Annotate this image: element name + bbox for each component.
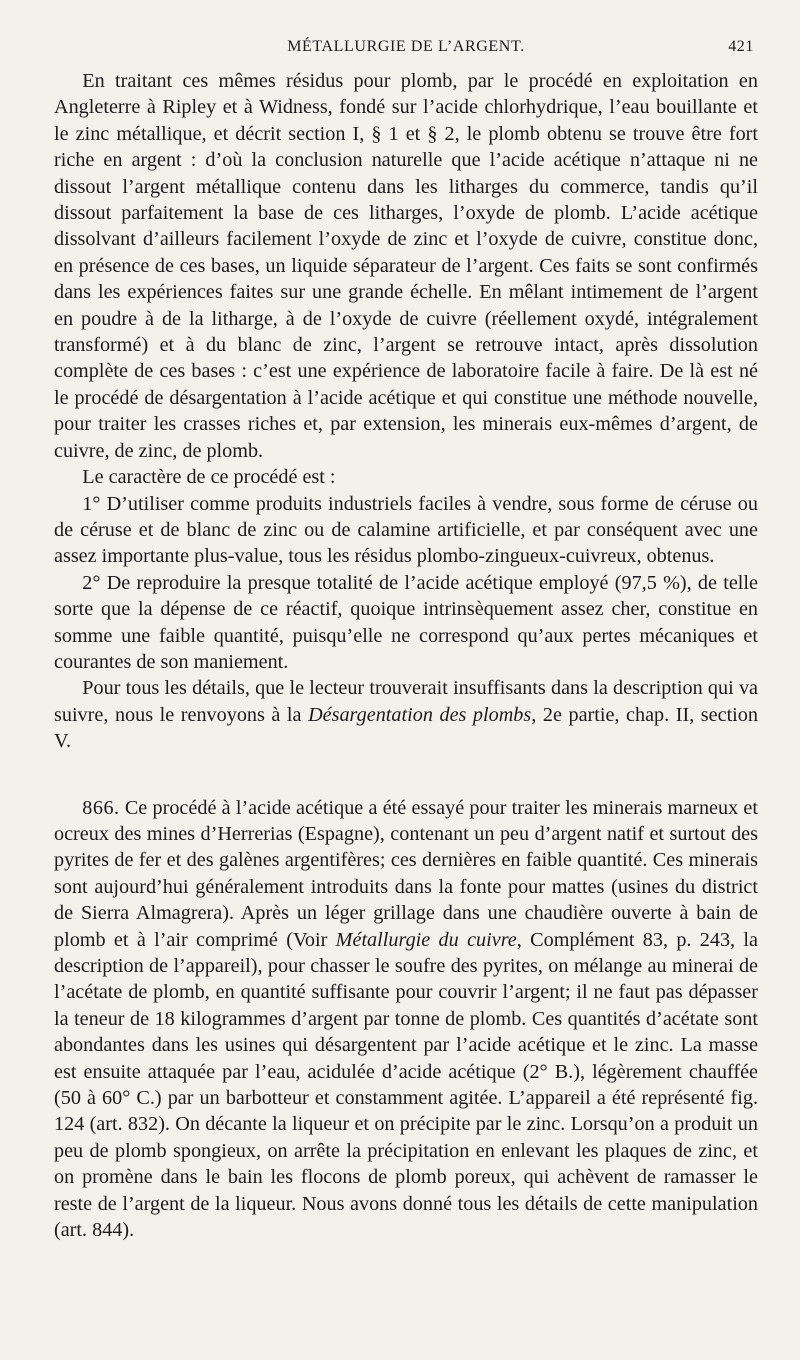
page-number: 421 bbox=[728, 38, 754, 55]
paragraph-point-2: 2° De reproduire la presque totalité de l’acide acétique employé (97,5 %), de telle sorte que la dépense de ce réactif, quoique intrinsèquement assez cher, constitue en somme une faible quantité, puisqu’elle ne correspond qu’aux pertes mécaniques et courantes de son maniement. bbox=[54, 571, 758, 673]
paragraph-process-character: Le caractère de ce procédé est : bbox=[82, 466, 336, 489]
details-text-end: , 2e partie, chap. II, section V. bbox=[54, 703, 758, 753]
running-title: MÉTALLURGIE DE L’ARGENT. bbox=[287, 38, 525, 55]
paragraph-residues: En traitant ces mêmes résidus pour plomb, par le procédé en exploitation en Angleterre à Ripley et à Widness, fondé sur l’acide chlorhydrique, l’eau bouillante et le zinc métallique, et décrit section I, § 1 et § 2, le plomb obtenu se trouve être fort riche en argent : d’où la conclusion naturelle que l’acide acétique n’attaque ni ne dissout l’argent métallique contenu dans les litharges du commerce, tandis qu’il dissout parfaitement la base de ces litharges, l’oxyde de plomb. L’acide acétique dissolvant d’ailleurs facilement l’oxyde de zinc et l’oxyde de cuivre, constitue donc, en présence de ces bases, un liquide séparateur de l’argent. Ces faits se sont confirmés dans les expériences faites sur une grande échelle. En mêlant intimement de l’argent en poudre à de la litharge, à de l’oxyde de cuivre (réellement oxydé, intégralement transformé) et à du blanc de zinc, l’argent se retrouve intact, après dissolution complète de ces bases : c’est une expérience de laboratoire facile à faire. De là est né le procédé de désargentation à l’acide acétique et qui constitue une méthode nouvelle, pour traiter les crasses riches et, par extension, les minerais eux-mêmes d’argent, de cuivre, de zinc, de plomb. bbox=[54, 70, 758, 462]
section-spacer bbox=[54, 755, 758, 795]
article-text-start: Ce procédé à l’acide acétique a été essayé pour traiter les minerais marneux et ocreux des mines d’Herrerias (Espagne), contenant un peu d’argent natif et surtout des pyrites de fer et des galènes argentifères; ces dernières en faible quantité. Ces minerais sont aujourd’hui généralement introduits dans la fonte pour mattes (usines du district de Sierra Almagrera). Après un léger grillage dans une chaudière ouverte à bain de plomb et à l’air comprimé (Voir bbox=[54, 796, 758, 951]
article-text-end: , Complément 83, p. 243, la description de l’appareil), pour chasser le soufre des pyrites, on mélange au minerai de l’acétate de plomb, en quantité suffisante pour couvrir l’argent; il ne faut pas dépasser la teneur de 18 kilogrammes d’argent par tonne de plomb. Ces quantités d’acétate sont abondantes dans les usines qui désargentent par l’acide acétique et le zinc. La masse est ensuite attaquée par l’eau, acidulée d’acide acétique (2° B.), légèrement chauffée (50 à 60° C.) par un barbotteur et constamment agitée. L’appareil a été représenté fig. 124 (art. 832). On décante la liqueur et on précipite par le zinc. Lorsqu’on a produit un peu de plomb spongieux, on arrête la précipitation en enlevant les plaques de zinc, et on promène dans le bain les flocons de plomb poreux, qui achèvent de ramasser le reste de l’argent de la liqueur. Nous avons donné tous les détails de cette manipulation (art. 844). bbox=[54, 928, 759, 1242]
paragraph-point-1: 1° D’utiliser comme produits industriels faciles à vendre, sous forme de céruse ou de céruse et de blanc de zinc ou de calamine artificielle, et par conséquent avec une assez importante plus-value, tous les résidus plombo-zingueux-cuivreux, obtenus. bbox=[54, 492, 758, 568]
running-header bbox=[54, 38, 758, 64]
paragraph-866 bbox=[54, 795, 758, 1244]
details-text-start: Pour tous les détails, que le lecteur trouverait insuffisants dans la description qui va suivre, nous le renvoyons à la bbox=[54, 677, 758, 726]
article-number: 866. bbox=[82, 796, 120, 819]
details-book-title: Désargentation des plombs bbox=[308, 703, 532, 726]
page-body bbox=[54, 68, 758, 1243]
article-book-title: Métallurgie du cuivre bbox=[335, 928, 517, 951]
paragraph-details-reference bbox=[54, 675, 758, 754]
